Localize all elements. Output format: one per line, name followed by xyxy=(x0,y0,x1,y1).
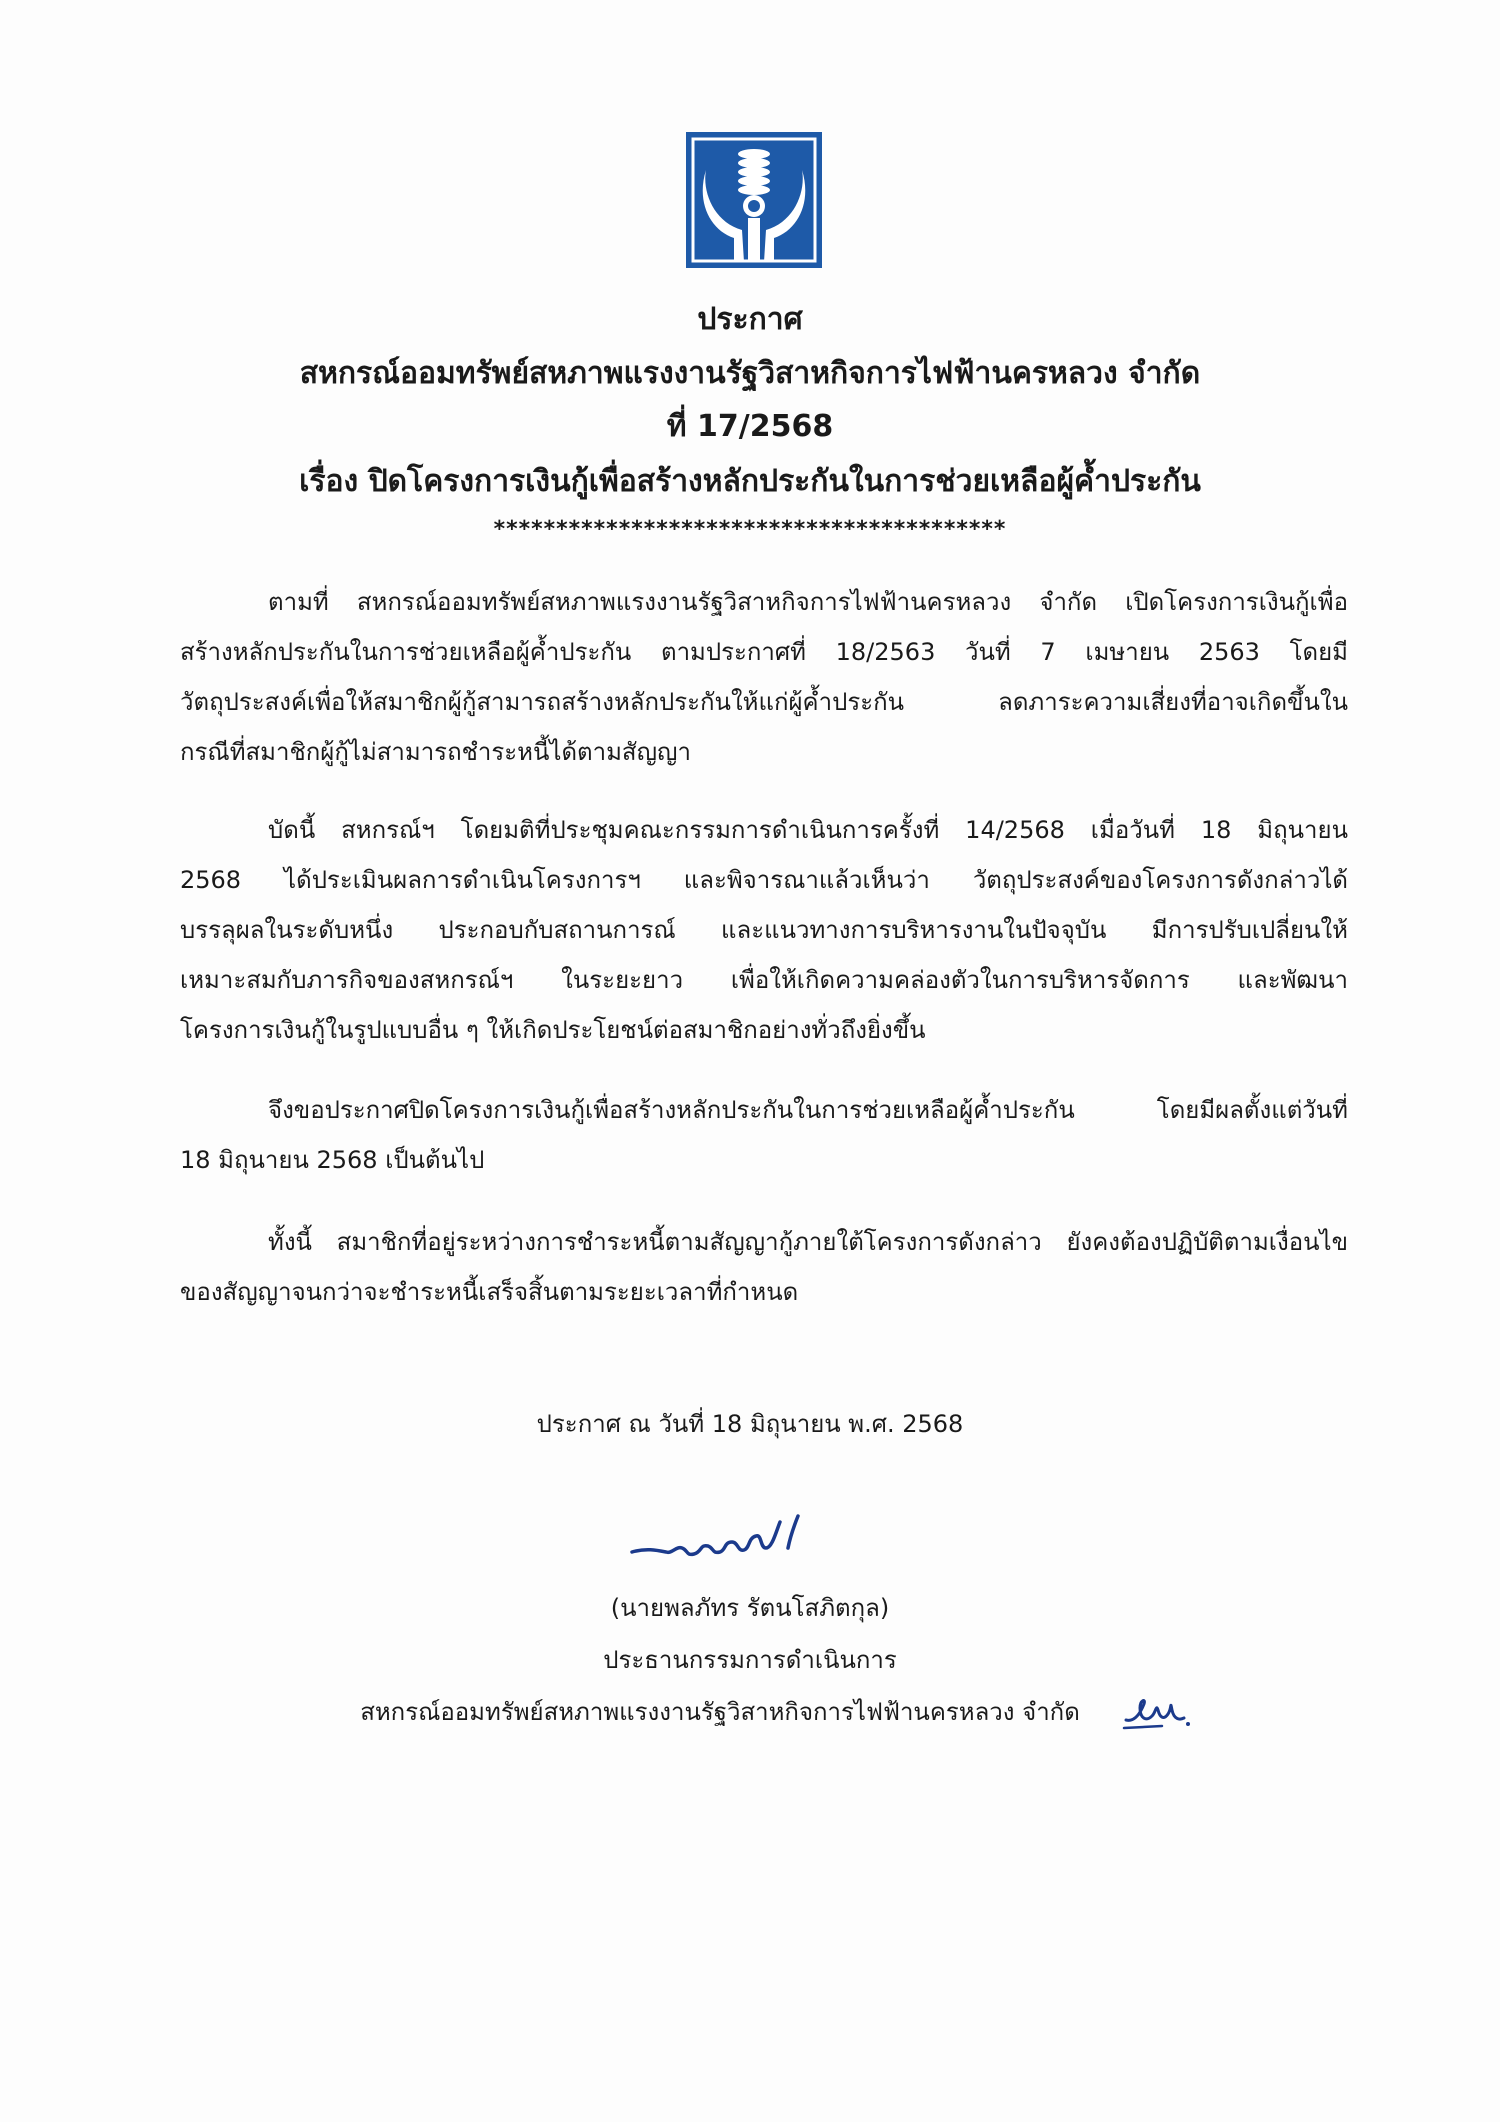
paragraph-1-line-1: ตามที่ สหกรณ์ออมทรัพย์สหภาพแรงงานรัฐวิสาหกิจการไฟฟ้านครหลวง จำกัด เปิดโครงการเงินกู้เพื่อ xyxy=(268,588,1348,616)
cooperative-hands-coins-emblem-icon xyxy=(684,130,824,270)
handwritten-signature-icon xyxy=(626,1502,826,1572)
paragraph-1-line-3: วัตถุประสงค์เพื่อให้สมาชิกผู้กู้สามารถสร้างหลักประกันให้แก่ผู้ค้ำประกัน ลดภาระความเสี่ยงที่อาจเกิดขึ้นใน xyxy=(180,688,1348,716)
signer-position: ประธานกรรมการดำเนินการ xyxy=(603,1646,897,1674)
announcement-subject: เรื่อง ปิดโครงการเงินกู้เพื่อสร้างหลักประกันในการช่วยเหลือผู้ค้ำประกัน xyxy=(299,464,1201,499)
paragraph-1-line-4: กรณีที่สมาชิกผู้กู้ไม่สามารถชำระหนี้ได้ตามสัญญา xyxy=(180,738,691,766)
paragraph-3-line-2: 18 มิถุนายน 2568 เป็นต้นไป xyxy=(180,1146,485,1174)
paragraph-2-line-1: บัดนี้ สหกรณ์ฯ โดยมติที่ประชุมคณะกรรมการดำเนินการครั้งที่ 14/2568 เมื่อวันที่ 18 มิถุนายน xyxy=(268,816,1348,844)
announcement-number: ที่ 17/2568 xyxy=(666,409,834,444)
paragraph-2-line-4: เหมาะสมกับภารกิจของสหกรณ์ฯ ในระยะยาว เพื่อให้เกิดความคล่องตัวในการบริหารจัดการ และพัฒนา xyxy=(180,966,1348,994)
paragraph-4-line-2: ของสัญญาจนกว่าจะชำระหนี้เสร็จสิ้นตามระยะเวลาที่กำหนด xyxy=(180,1278,799,1306)
separator-line: ***************************************** xyxy=(493,517,1007,542)
paragraph-2-line-2: 2568 ได้ประเมินผลการดำเนินโครงการฯ และพิจารณาแล้วเห็นว่า วัตถุประสงค์ของโครงการดังกล่าวได้ xyxy=(180,866,1348,894)
paragraph-4-line-1: ทั้งนี้ สมาชิกที่อยู่ระหว่างการชำระหนี้ตามสัญญากู้ภายใต้โครงการดังกล่าว ยังคงต้องปฏิบัติตามเงื่อนไข xyxy=(268,1228,1348,1256)
paragraph-2-line-5: โครงการเงินกู้ในรูปแบบอื่น ๆ ให้เกิดประโยชน์ต่อสมาชิกอย่างทั่วถึงยิ่งขึ้น xyxy=(180,1016,926,1044)
paragraph-2-line-3: บรรลุผลในระดับหนึ่ง ประกอบกับสถานการณ์ และแนวทางการบริหารงานในปัจจุบัน มีการปรับเปลี่ยนให้ xyxy=(180,916,1348,944)
organization-name: สหกรณ์ออมทรัพย์สหภาพแรงงานรัฐวิสาหกิจการไฟฟ้านครหลวง จำกัด xyxy=(299,356,1201,391)
announcement-date: ประกาศ ณ วันที่ 18 มิถุนายน พ.ศ. 2568 xyxy=(536,1410,964,1438)
signer-name: (นายพลภัทร รัตนโสภิตกุล) xyxy=(610,1594,890,1622)
paragraph-3-line-1: จึงขอประกาศปิดโครงการเงินกู้เพื่อสร้างหลักประกันในการช่วยเหลือผู้ค้ำประกัน โดยมีผลตั้งแต่วันที่ xyxy=(268,1096,1348,1124)
paragraph-1-line-2: สร้างหลักประกันในการช่วยเหลือผู้ค้ำประกัน ตามประกาศที่ 18/2563 วันที่ 7 เมษายน 2563 โดยมี xyxy=(180,638,1348,666)
announcement-title: ประกาศ xyxy=(697,302,803,337)
signer-organization: สหกรณ์ออมทรัพย์สหภาพแรงงานรัฐวิสาหกิจการไฟฟ้านครหลวง จำกัด xyxy=(360,1698,1080,1726)
handwritten-initials-icon xyxy=(1122,1690,1192,1734)
